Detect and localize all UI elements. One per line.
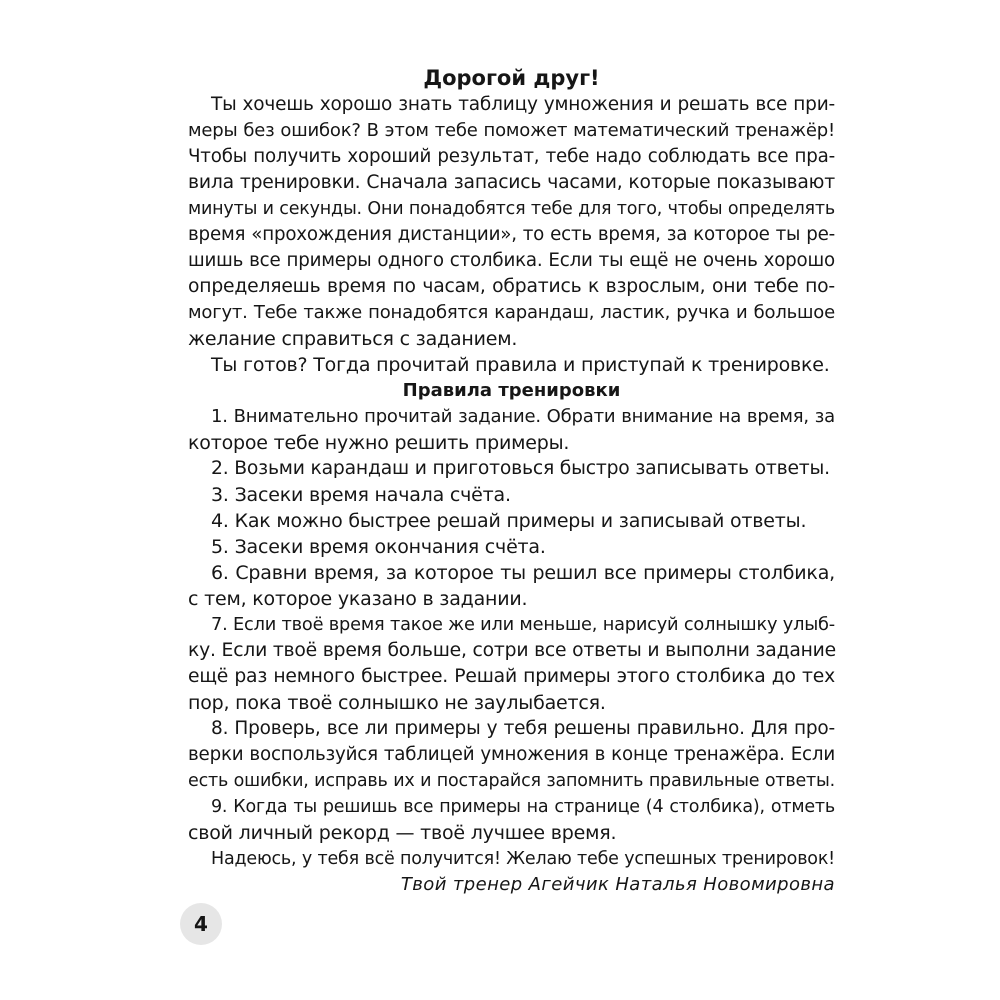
intro-line: определяешь время по часам, обратись к взрослым, они тебе по-	[188, 276, 835, 297]
rule-line: 3. Засеки время начала счёта.	[211, 484, 511, 506]
rule-line: 8. Проверь, все ли примеры у тебя решены правильно. Для про-	[211, 718, 835, 739]
rule-line: которое тебе нужно решить примеры.	[188, 432, 570, 454]
intro-line: Ты хочешь хорошо знать таблицу умножения и решать все при-	[211, 94, 835, 115]
intro-line: могут. Тебе также понадобятся карандаш, ластик, ручка и большое	[188, 302, 835, 323]
rule-line: 5. Засеки время окончания счёта.	[211, 536, 546, 558]
intro-line: шишь все примеры одного столбика. Если ты ещё не очень хорошо	[188, 250, 835, 271]
page-title: Дорогой друг!	[423, 66, 600, 90]
intro-line: меры без ошибок? В этом тебе поможет математический тренажёр!	[188, 120, 835, 141]
rule-line: 1. Внимательно прочитай задание. Обрати внимание на время, за	[211, 406, 835, 427]
rule-line: 9. Когда ты решишь все примеры на странице (4 столбика), отметь	[211, 797, 835, 817]
page-number-badge: 4	[180, 903, 222, 945]
rule-line: 7. Если твоё время такое же или меньше, нарисуй солнышку улыб-	[211, 615, 835, 635]
rule-line: 2. Возьми карандаш и приготовься быстро записывать ответы.	[211, 458, 830, 479]
rule-line: ку. Если твоё время больше, сотри все ответы и выполни задание	[188, 640, 837, 661]
rule-line: 6. Сравни время, за которое ты решил все примеры столбика,	[211, 562, 835, 584]
signature: Твой тренер Агейчик Наталья Новомировна	[400, 874, 835, 895]
text-column	[188, 60, 835, 898]
rule-line: с тем, которое указано в задании.	[188, 588, 528, 610]
intro-line: время «прохождения дистанции», то есть время, за которое ты ре-	[188, 224, 835, 245]
rule-line: есть ошибки, исправь их и постарайся запомнить правильные ответы.	[188, 771, 835, 791]
rules-heading: Правила тренировки	[402, 380, 621, 401]
intro-paragraph	[188, 92, 835, 352]
rule-line: верки воспользуйся таблицей умножения в конце тренажёра. Если	[188, 744, 835, 765]
rule-line: ещё раз немного быстрее. Решай примеры этого столбика до тех	[188, 666, 835, 687]
closing-line: Надеюсь, у тебя всё получится! Желаю тебе успешных тренировок!	[211, 849, 835, 869]
rule-line: свой личный рекорд — твоё лучшее время.	[188, 822, 617, 844]
intro-line: Чтобы получить хороший результат, тебе надо соблюдать все пра-	[188, 146, 835, 167]
intro-line: желание справиться с заданием.	[188, 328, 518, 350]
rules-list	[188, 404, 835, 846]
ready-paragraph: Ты готов? Тогда прочитай правила и приступай к тренировке.	[211, 354, 830, 376]
rule-line: пор, пока твоё солнышко не заулыбается.	[188, 692, 606, 714]
rule-line: 4. Как можно быстрее решай примеры и записывай ответы.	[211, 510, 807, 532]
intro-line: минуты и секунды. Они понадобятся тебе для того, чтобы определять	[188, 199, 835, 219]
intro-line: вила тренировки. Сначала запасись часами, которые показывают	[188, 172, 835, 193]
